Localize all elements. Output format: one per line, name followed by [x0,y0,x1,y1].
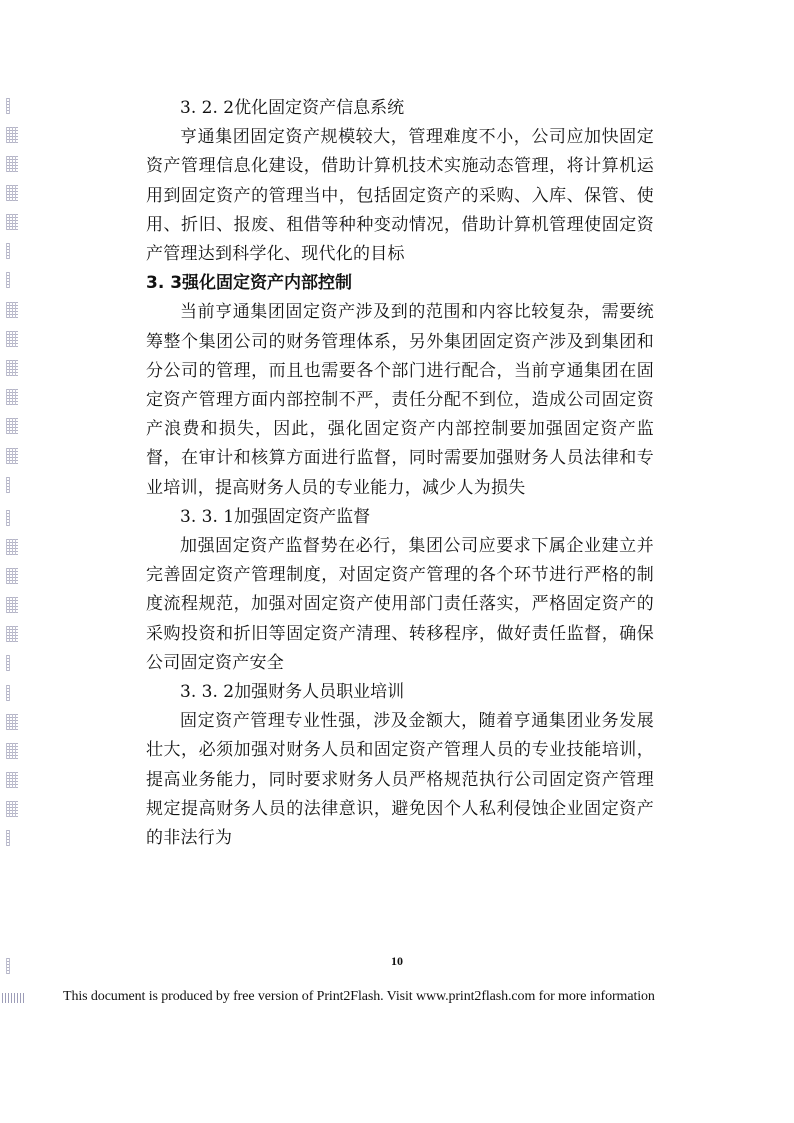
margin-artifact [6,156,18,172]
subsection-heading: 3. 3. 1加强固定资产监督 [180,506,371,527]
margin-artifact [6,185,18,201]
margin-artifact [6,772,18,788]
subsection-heading: 3. 2. 2优化固定资产信息系统 [180,98,405,118]
margin-artifact [6,98,10,114]
margin-artifact [6,302,18,318]
paragraph: 当前亨通集团固定资产涉及到的范围和内容比较复杂，需要统筹整个集团公司的财务管理体系，另外集团固定资产涉及到集团和分公司的管理，而且也需要各个部门进行配合，当前亨通集团在固定资产管理方面内部控制不严，责任分配不到位，造成公司固定资产浪费和损失，因此，强化固定资产内部控制要加强固定资产监督，在审计和核算方面进行监督，同时需要加强财务人员法律和专业培训，提高财务人员的专业能力，减少人为损失 [146,302,654,498]
paragraph: 亨通集团固定资产规模较大，管理难度不小，公司应加快固定资产管理信息化建设，借助计算机技术实施动态管理，将计算机运用到固定资产的管理当中，包括固定资产的采购、入库、保管、使用、折旧、报废、租借等种种变动情况，借助计算机管理使固定资产管理达到科学化、现代化的目标 [146,127,654,265]
margin-artifact [6,830,10,846]
margin-artifact [6,331,18,347]
margin-artifact [6,539,18,555]
margin-artifact [6,597,18,613]
margin-artifact [6,477,10,493]
margin-artifact [6,655,10,671]
margin-artifact [6,801,18,817]
document-body [146,94,654,853]
subsection-heading: 3. 3. 2加强财务人员职业培训 [180,682,405,703]
margin-artifact [6,568,18,584]
margin-artifact [6,243,10,259]
margin-artifact [6,743,18,759]
margin-artifact [6,714,18,730]
footer-notice: This document is produced by free version of Print2Flash. Visit www.print2flash.com for more information [63,989,655,1004]
margin-artifact [6,272,10,288]
margin-artifact [6,360,18,376]
margin-artifact [6,510,10,526]
margin-artifact [6,127,18,143]
paragraph: 固定资产管理专业性强，涉及金额大，随着亨通集团业务发展壮大，必须加强对财务人员和固定资产管理人员的专业技能培训，提高业务能力，同时要求财务人员严格规范执行公司固定资产管理规定提高财务人员的法律意识，避免因个人私利侵蚀企业固定资产的非法行为 [146,711,654,849]
margin-artifact [6,685,10,701]
margin-artifact [6,448,18,464]
page-number: 10 [391,954,403,968]
margin-artifact [6,389,18,405]
margin-artifact [6,626,18,642]
margin-artifact [6,418,18,434]
margin-artifact [6,214,18,230]
section-heading: 3. 3强化固定资产内部控制 [146,273,353,294]
footer-artifact [2,993,24,1003]
paragraph: 加强固定资产监督势在必行，集团公司应要求下属企业建立并完善固定资产管理制度，对固定资产管理的各个环节进行严格的制度流程规范，加强对固定资产使用部门责任落实，严格固定资产的采购投资和折旧等固定资产清理、转移程序，做好责任监督，确保公司固定资产安全 [146,536,654,673]
